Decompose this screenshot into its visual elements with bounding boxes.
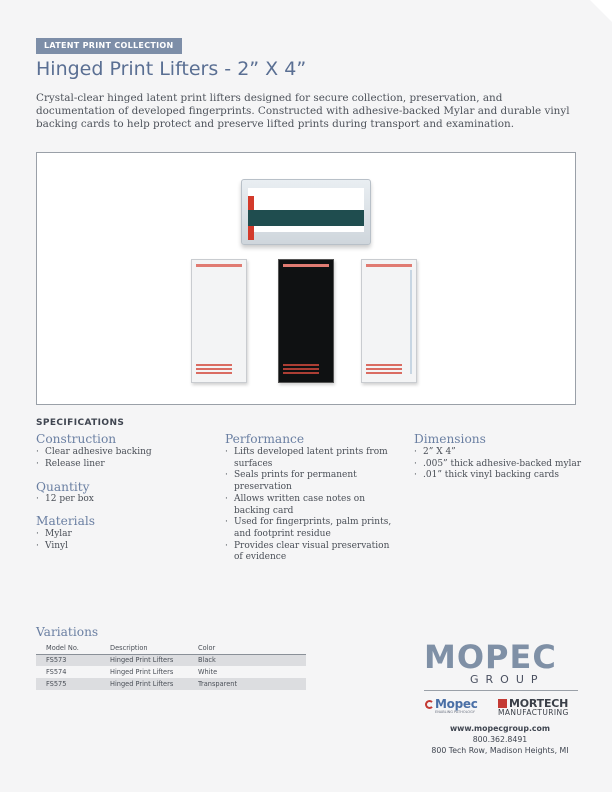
description-cell: Hinged Print Lifters (100, 678, 188, 690)
black-lifter-card-image (278, 259, 334, 383)
list-item: · Mylar (36, 529, 206, 541)
mortech-sub-logo (498, 697, 578, 717)
column-header: Description (100, 642, 188, 654)
list-item: · 12 per box (36, 494, 206, 506)
footer-divider (424, 690, 578, 691)
column-header: Color (188, 642, 306, 654)
color-cell: Transparent (188, 678, 306, 690)
list-item: · Allows written case notes on backing card (225, 494, 393, 517)
card-footer-mark (366, 364, 402, 376)
collection-tag: LATENT PRINT COLLECTION (36, 38, 182, 54)
mopec-group-logo (424, 640, 578, 686)
card-header-mark (196, 264, 242, 267)
mopec-sub-logo (425, 697, 489, 717)
specifications-heading: SPECIFICATIONS (36, 418, 125, 428)
performance-heading: Performance (225, 432, 305, 446)
color-cell: Black (188, 654, 306, 666)
phone-number: 800.362.8491 (472, 735, 528, 744)
brand-subtitle: GROUP (470, 673, 545, 686)
description-cell: Hinged Print Lifters (100, 654, 188, 666)
materials-list (36, 529, 206, 552)
product-description: Crystal-clear hinged latent print lifters designed for secure collection, preservation, and documentation of developed fingerprints. Constructed with adhesive-backed Mylar and durable vinyl backing cards to help protect and preserve lifted prints during transport and examination. (36, 92, 570, 131)
variations-heading: Variations (36, 625, 99, 639)
box-label (248, 188, 364, 232)
construction-list (36, 447, 206, 470)
card-footer-mark (283, 364, 319, 376)
list-item: · Clear adhesive backing (36, 447, 206, 459)
performance-list (225, 447, 393, 564)
quantity-heading: Quantity (36, 480, 90, 494)
brand-name: MOPEC (424, 638, 557, 676)
list-item: · Seals prints for permanent preservation (225, 470, 393, 493)
list-item: · Lifts developed latent prints from surfaces (225, 447, 393, 470)
page-corner-fold (590, 0, 612, 22)
white-lifter-card-image (191, 259, 247, 383)
transparent-lifter-card-image (361, 259, 417, 383)
mortech-mark-icon (498, 699, 507, 708)
table-row (36, 678, 306, 690)
materials-heading: Materials (36, 514, 95, 528)
dimensions-heading: Dimensions (414, 432, 486, 446)
list-item: · .005” thick adhesive-backed mylar (414, 459, 584, 471)
page-title: Hinged Print Lifters - 2” X 4” (36, 58, 307, 80)
sub-brand-tagline: MANUFACTURING (498, 708, 569, 717)
list-item: · .01” thick vinyl backing cards (414, 470, 584, 482)
card-header-mark (283, 264, 329, 267)
variations-table (36, 642, 306, 690)
list-item: · 2” X 4” (414, 447, 584, 459)
card-header-mark (366, 264, 412, 267)
dimensions-list (414, 447, 584, 482)
card-edge-stripe (410, 270, 412, 374)
list-item: · Used for fingerprints, palm prints, and footprint residue (225, 517, 393, 540)
address: 800 Tech Row, Madison Heights, MI (431, 746, 569, 755)
model-cell: FS573 (36, 654, 100, 666)
quantity-list (36, 494, 206, 506)
card-footer-mark (196, 364, 232, 376)
list-item: · Provides clear visual preservation of evidence (225, 541, 393, 564)
color-cell: White (198, 668, 218, 676)
list-item: · Vinyl (36, 541, 206, 553)
sub-brand-name: Mopec (435, 697, 478, 711)
website-link[interactable]: www.mopecgroup.com (449, 724, 551, 733)
construction-heading: Construction (36, 432, 117, 446)
table-row (36, 654, 306, 666)
lifter-box-image (241, 179, 371, 245)
table-header-row (36, 642, 306, 654)
list-item: · Release liner (36, 459, 206, 471)
table-row (36, 666, 306, 678)
model-cell: FS575 (36, 678, 100, 690)
sub-brand-name: MORTECH (509, 697, 569, 710)
product-photo (36, 152, 576, 405)
description-cell: Hinged Print Lifters (110, 668, 174, 676)
sub-brand-tagline: ENABLING PATHOLOGY (435, 710, 475, 714)
mopec-mark-icon (425, 700, 434, 709)
model-cell: FS574 (46, 668, 67, 676)
box-product-band (248, 210, 364, 226)
column-header: Model No. (36, 642, 100, 654)
